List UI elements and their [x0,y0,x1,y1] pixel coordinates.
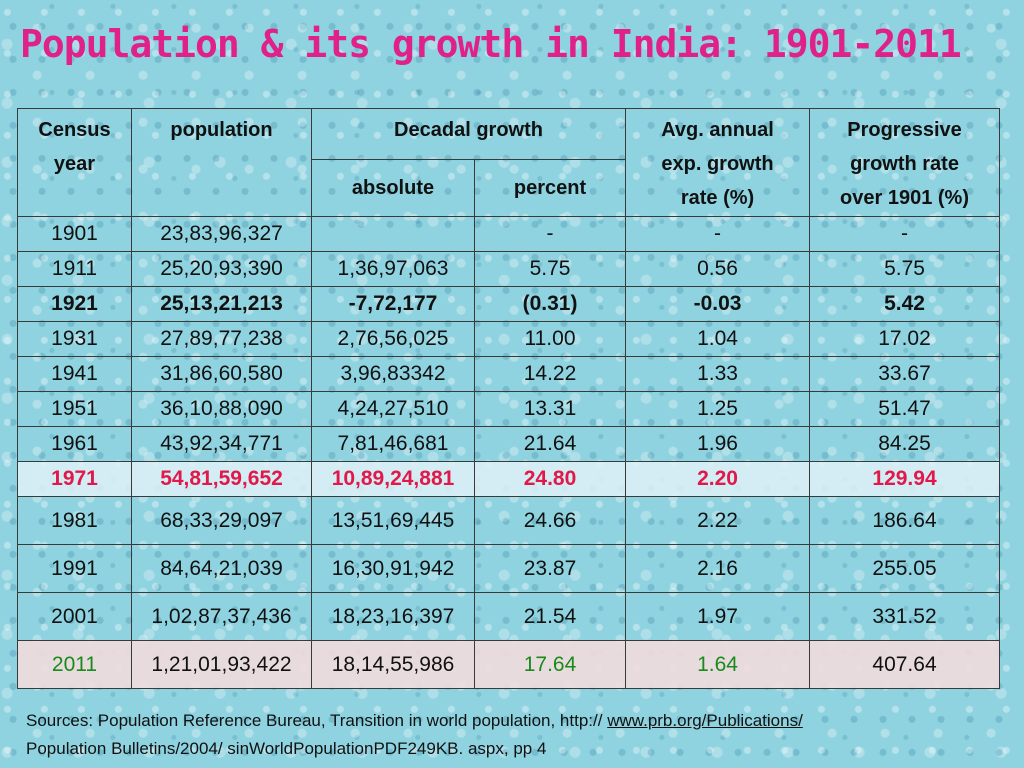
page-title: Population & its growth in India: 1901-2011 [20,22,961,66]
sources-prefix: Sources: Population Reference Bureau, Transition in world population, http:// [26,711,603,730]
header-census-year-line2: year [53,153,96,175]
cell-prog: 5.42 [810,287,1000,322]
cell-absolute: 18,23,16,397 [312,593,475,641]
cell-prog: 33.67 [810,357,1000,392]
cell-population: 84,64,21,039 [132,545,312,593]
cell-population: 36,10,88,090 [132,392,312,427]
cell-population: 27,89,77,238 [132,322,312,357]
cell-absolute: 1,36,97,063 [312,252,475,287]
cell-year: 2011 [18,641,132,689]
cell-year: 1961 [18,427,132,462]
header-avg-line2: exp. growth [661,153,774,175]
cell-percent: 17.64 [475,641,626,689]
sources-line2: Population Bulletins/2004/ sinWorldPopulationPDF249KB. aspx, pp 4 [26,739,547,758]
cell-avg: 1.25 [626,392,810,427]
header-decadal-growth: Decadal growth [312,109,626,160]
cell-prog: 84.25 [810,427,1000,462]
cell-avg: 2.16 [626,545,810,593]
cell-avg: -0.03 [626,287,810,322]
cell-absolute: 7,81,46,681 [312,427,475,462]
cell-avg: 1.96 [626,427,810,462]
cell-avg: 2.20 [626,462,810,497]
cell-avg: 1.97 [626,593,810,641]
cell-absolute: 10,89,24,881 [312,462,475,497]
cell-population: 23,83,96,327 [132,217,312,252]
cell-prog: 51.47 [810,392,1000,427]
cell-population: 1,02,87,37,436 [132,593,312,641]
cell-year: 1991 [18,545,132,593]
cell-absolute: 16,30,91,942 [312,545,475,593]
table-row [18,427,1000,462]
table-row [18,392,1000,427]
cell-percent: 11.00 [475,322,626,357]
cell-year: 1931 [18,322,132,357]
header-prog-line3: over 1901 (%) [840,187,969,209]
cell-year: 1951 [18,392,132,427]
cell-percent: 21.54 [475,593,626,641]
cell-absolute [312,217,475,252]
cell-avg: 1.64 [626,641,810,689]
cell-year: 1941 [18,357,132,392]
table-row [18,322,1000,357]
header-census-year [18,109,132,217]
cell-population: 25,20,93,390 [132,252,312,287]
header-census-year-line1: Census [38,119,111,141]
header-avg-line3: rate (%) [680,187,755,209]
cell-percent: 24.66 [475,497,626,545]
table-row [18,462,1000,497]
table-row [18,252,1000,287]
cell-population: 1,21,01,93,422 [132,641,312,689]
cell-absolute: 2,76,56,025 [312,322,475,357]
cell-prog: 17.02 [810,322,1000,357]
table-row [18,641,1000,689]
cell-prog: 186.64 [810,497,1000,545]
sources-link[interactable]: www.prb.org/Publications/ [607,711,803,730]
cell-percent: 13.31 [475,392,626,427]
cell-population: 54,81,59,652 [132,462,312,497]
cell-percent: 14.22 [475,357,626,392]
cell-population: 43,92,34,771 [132,427,312,462]
table-row [18,593,1000,641]
cell-population: 31,86,60,580 [132,357,312,392]
table-row [18,217,1000,252]
cell-absolute: 13,51,69,445 [312,497,475,545]
cell-percent: 24.80 [475,462,626,497]
cell-year: 1981 [18,497,132,545]
cell-year: 1901 [18,217,132,252]
cell-prog: 5.75 [810,252,1000,287]
table-row [18,287,1000,322]
cell-year: 1911 [18,252,132,287]
table-header-row [18,109,1000,160]
cell-avg: 1.33 [626,357,810,392]
cell-percent: 23.87 [475,545,626,593]
cell-percent: - [475,217,626,252]
header-prog-line2: growth rate [850,153,959,175]
table-row [18,357,1000,392]
cell-year: 1971 [18,462,132,497]
cell-population: 25,13,21,213 [132,287,312,322]
cell-prog: - [810,217,1000,252]
header-population: population [132,109,312,217]
cell-absolute: 4,24,27,510 [312,392,475,427]
cell-absolute: -7,72,177 [312,287,475,322]
header-percent: percent [475,160,626,217]
cell-year: 2001 [18,593,132,641]
cell-prog: 255.05 [810,545,1000,593]
cell-year: 1921 [18,287,132,322]
cell-avg: 2.22 [626,497,810,545]
table-row [18,497,1000,545]
cell-absolute: 3,96,83342 [312,357,475,392]
cell-population: 68,33,29,097 [132,497,312,545]
cell-percent: 21.64 [475,427,626,462]
population-table [17,108,1000,689]
table-row [18,545,1000,593]
header-progressive-growth [810,109,1000,217]
cell-avg: 1.04 [626,322,810,357]
cell-prog: 331.52 [810,593,1000,641]
cell-prog: 129.94 [810,462,1000,497]
cell-avg: 0.56 [626,252,810,287]
cell-avg: - [626,217,810,252]
header-avg-growth [626,109,810,217]
cell-prog: 407.64 [810,641,1000,689]
header-avg-line1: Avg. annual [661,119,774,141]
cell-absolute: 18,14,55,986 [312,641,475,689]
header-prog-line1: Progressive [847,119,962,141]
cell-percent: (0.31) [475,287,626,322]
cell-percent: 5.75 [475,252,626,287]
header-absolute: absolute [312,160,475,217]
sources-note [26,707,1016,763]
